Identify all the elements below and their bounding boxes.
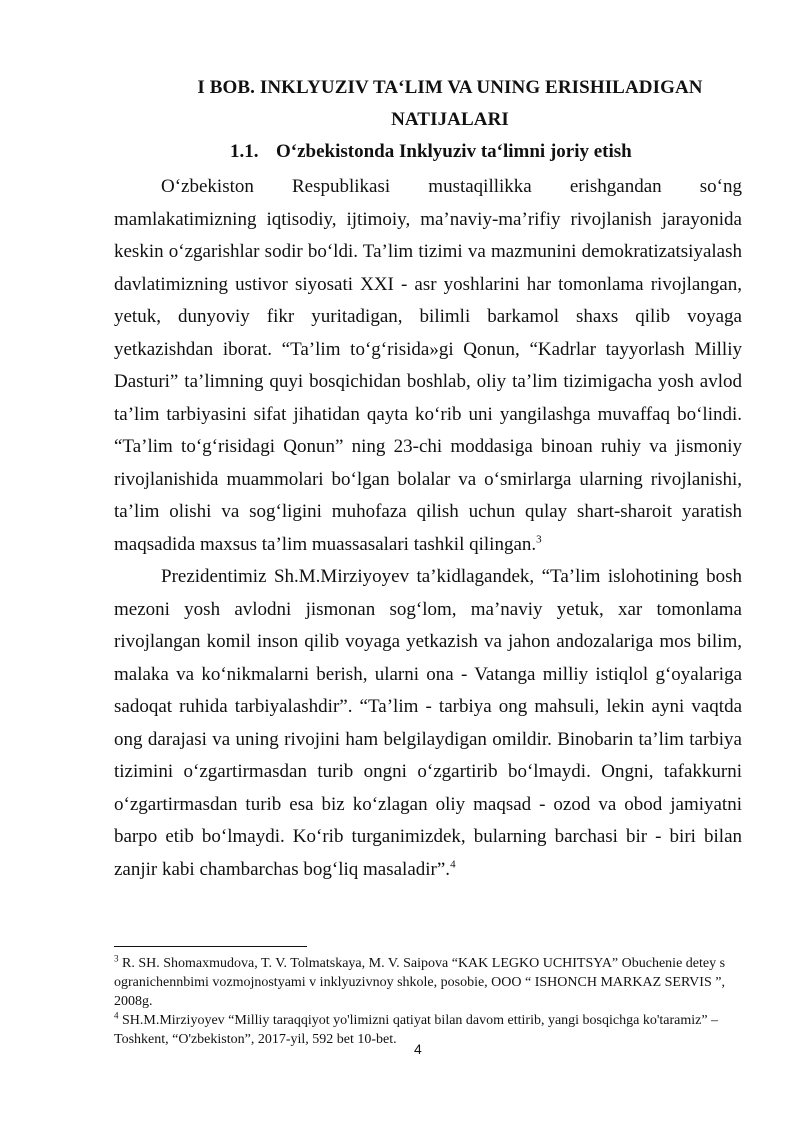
section-heading xyxy=(230,138,750,166)
paragraph-text: Prezidentimiz Sh.M.Mirziyoyev ta’kidlagandek, “Ta’lim islohotining bosh mezoni yosh avlodni jismonan sog‘lom, ma’naviy yetuk, xar tomonlama rivojlangan komil inson qilib voyaga yetkazish va jahon andozalariga mos bilim, malaka va ko‘nikmalarni berish, ularni ona - Vatanga milliy istiqlol g‘oyalariga sadoqat ruhida tarbiyalashdir”. “Ta’lim - tarbiya ong mahsuli, lekin ayni vaqtda ong darajasi va uning rivojini ham belgilaydigan omildir. Binobarin ta’lim tarbiya tizimini o‘zgartirmasdan turib ongni o‘zgartirib bo‘lmaydi. Ongni, tafakkurni o‘zgartirmasdan turib esa biz ko‘zlagan oliy maqsad - ozod va obod jamiyatni barpo etib bo‘lmaydi. Ko‘rib turganimizdek, bularning barchasi bir - biri bilan zanjir kabi chambarchas bog‘liq masaladir”. xyxy=(114,566,742,880)
footnotes xyxy=(114,954,744,1049)
footnote-text: R. SH. Shomaxmudova, T. V. Tolmatskaya, M. V. Saipova “KAK LEGKO UCHITSYA” Obuchenie detey s ogranichennbimi vozmojnostyami v inklyuzivnoy shkole, posobie, OOO “ ISHONCH MARKAZ SERVIS ”, 2008g. xyxy=(114,956,726,1009)
section-number: 1.1. xyxy=(230,141,259,162)
footnote-marker: 4 xyxy=(114,1010,119,1021)
footnote-reference: 4 xyxy=(450,858,456,871)
footnote-reference: 3 xyxy=(536,533,542,546)
footnote xyxy=(114,954,744,1011)
body-text xyxy=(114,171,742,886)
section-title: O‘zbekistonda Inklyuziv ta‘limni joriy etish xyxy=(276,141,632,162)
chapter-title: I BOB. INKLYUZIV TA‘LIM VA UNING ERISHILADIGAN NATIJALARI xyxy=(197,77,703,130)
paragraph xyxy=(114,171,742,561)
footnote-text: SH.M.Mirziyoyev “Milliy taraqqiyot yo'limizni qatiyat bilan davom ettirib, yangi bosqichga ko'taramiz” – Toshkent, “O'zbekiston”, 2017-yil, 592 bet 10-bet. xyxy=(114,1013,719,1047)
paragraph xyxy=(114,561,742,886)
page-number: 4 xyxy=(414,1041,422,1057)
footnote-marker: 3 xyxy=(114,953,119,964)
footnote-divider xyxy=(114,946,307,947)
paragraph-text: O‘zbekiston Respublikasi mustaqillikka erishgandan so‘ng mamlakatimizning iqtisodiy, ijtimoiy, ma’naviy-ma’rifiy rivojlanish jarayonida keskin o‘zgarishlar sodir bo‘ldi. Ta’lim tizimi va mazmunini demokratizatsiyalash davlatimizning ustivor siyosati XXI - asr yoshlarini har tomonlama rivojlangan, yetuk, dunyoviy fikr yuritadigan, bilimli barkamol shaxs qilib voyaga yetkazishdan iborat. “Ta’lim to‘g‘risida»gi Qonun, “Kadrlar tayyorlash Milliy Dasturi” ta’limning quyi bosqichidan boshlab, oliy ta’lim tizimigacha yosh avlod ta’lim tarbiyasini sifat jihatidan qayta ko‘rib uni yangilashga muvaffaq bo‘lindi. “Ta’lim to‘g‘risidagi Qonun” ning 23-chi moddasiga binoan ruhiy va jismoniy rivojlanishida muammolari bo‘lgan bolalar va o‘smirlarga ularning rivojlanishi, ta’lim olishi va sog‘ligini muhofaza qilish uchun qulay shart-sharoit yaratish maqsadida maxsus ta’lim muassasalari tashkil qilingan. xyxy=(114,176,742,555)
